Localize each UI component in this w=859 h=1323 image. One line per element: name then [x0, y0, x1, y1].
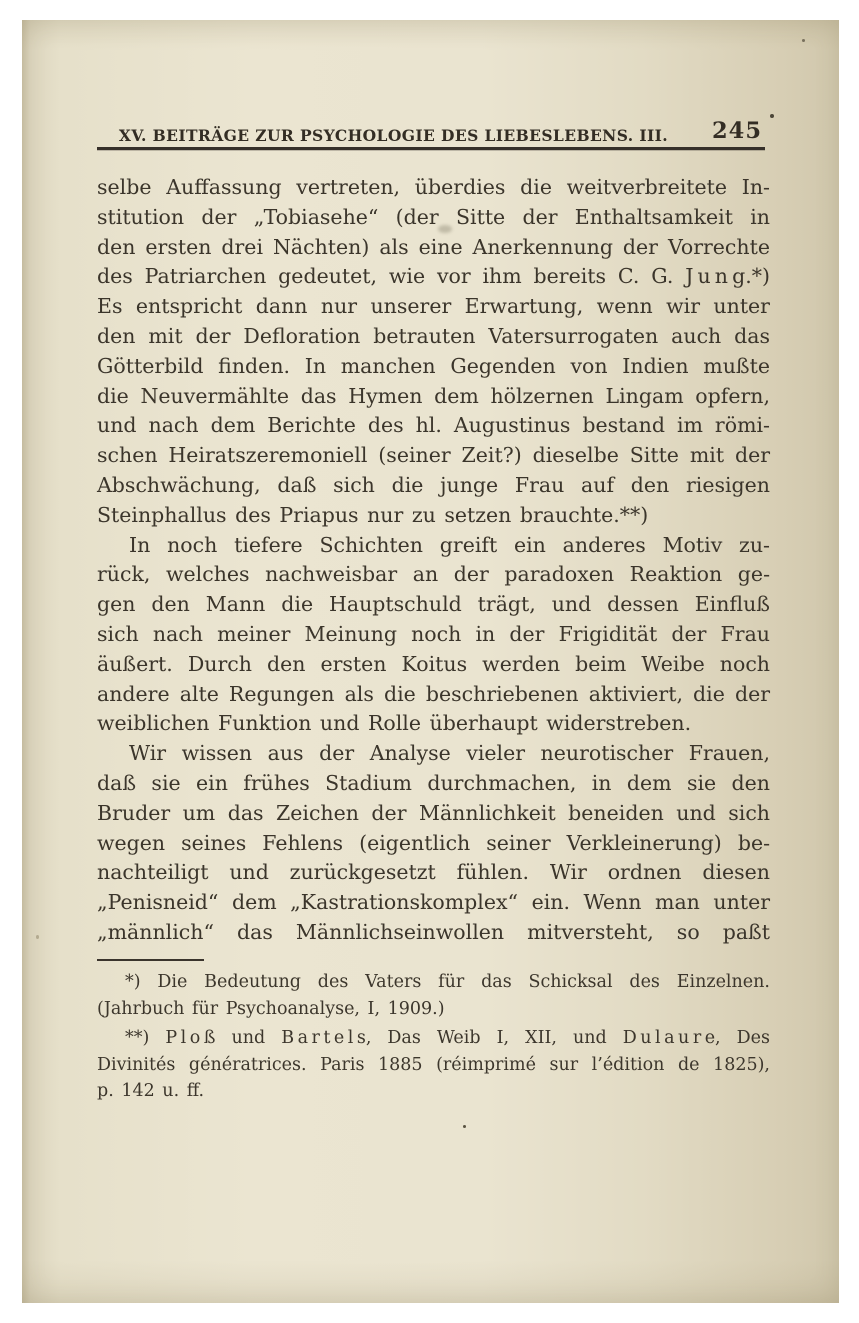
- footnote-line: **) P l o ß und B a r t e l s, Das Weib I, XII, und D u l a u r e, Des: [125, 1028, 770, 1048]
- footnote-2: [97, 1025, 770, 1105]
- text-line: Steinphallus des Priapus nur zu setzen brauchte.**): [97, 502, 649, 527]
- footnotes: [97, 969, 770, 1105]
- text-line: weiblichen Funktion und Rolle überhaupt widerstreben.: [97, 711, 692, 736]
- text-line: daß sie ein frühes Stadium durchmachen, in dem sie den: [97, 770, 770, 795]
- text-line: die Neuvermählte das Hymen dem hölzernen Lingam opfern,: [97, 383, 770, 408]
- ink-speck: [802, 39, 805, 42]
- footnote-line: p. 142 u. ff.: [97, 1081, 205, 1101]
- text-line: nachteiligt und zurückgesetzt fühlen. Wir ordnen diesen: [97, 860, 770, 885]
- text-line: sich nach meiner Meinung noch in der Frigidität der Frau: [97, 621, 770, 646]
- text-line: äußert. Durch den ersten Koitus werden beim Weibe noch: [97, 651, 770, 676]
- body-text: [97, 173, 770, 948]
- text-line: „männlich“ das Männlichseinwollen mitversteht, so paßt: [97, 919, 770, 944]
- page-number: 245: [712, 118, 762, 144]
- ink-speck: [36, 935, 39, 939]
- text-line: gen den Mann die Hauptschuld trägt, und dessen Einfluß: [97, 592, 770, 617]
- text-line: Es entspricht dann nur unserer Erwartung, wenn wir unter: [97, 294, 770, 319]
- text-line: und nach dem Berichte des hl. Augustinus bestand im römi-: [97, 413, 770, 438]
- paragraph-1: [97, 173, 770, 531]
- footnote-line: *) Die Bedeutung des Vaters für das Schicksal des Einzelnen.: [125, 972, 770, 992]
- running-header-title: XV. BEITRÄGE ZUR PSYCHOLOGIE DES LIEBESLEBENS. III.: [118, 126, 669, 145]
- footnote-1: [97, 969, 770, 1022]
- book-page: [22, 20, 839, 1303]
- text-line: selbe Auffassung vertreten, überdies die weitverbreitete In-: [97, 175, 770, 199]
- text-line: schen Heiratszeremoniell (seiner Zeit?) dieselbe Sitte mit der: [97, 443, 770, 468]
- text-line: In noch tiefere Schichten greift ein anderes Motiv zu-: [129, 532, 770, 557]
- text-line: Abschwächung, daß sich die junge Frau auf den riesigen: [97, 472, 770, 497]
- text-line: den mit der Defloration betrauten Vatersurrogaten auch das: [97, 323, 770, 348]
- footnote-line: (Jahrbuch für Psychoanalyse, I, 1909.): [97, 998, 445, 1019]
- ink-speck: [770, 114, 774, 118]
- paragraph-2: [97, 531, 770, 740]
- text-line: des Patriarchen gedeutet, wie vor ihm bereits C. G. J u n g.*): [97, 264, 770, 289]
- text-line: andere alte Regungen als die beschriebenen aktiviert, die der: [97, 681, 770, 706]
- text-line: Bruder um das Zeichen der Männlichkeit beneiden und sich: [97, 800, 770, 825]
- text-line: den ersten drei Nächten) als eine Anerkennung der Vorrechte: [97, 234, 770, 259]
- header-rule: [97, 147, 765, 150]
- footnote-line: Divinités génératrices. Paris 1885 (réimprimé sur l’édition de 1825),: [97, 1054, 770, 1075]
- text-line: „Penisneid“ dem „Kastrationskomplex“ ein. Wenn man unter: [97, 890, 770, 915]
- text-line: wegen seines Fehlens (eigentlich seiner Verkleinerung) be-: [97, 830, 770, 855]
- text-line: stitution der „Tobiasehe“ (der Sitte der Enthaltsamkeit in: [97, 204, 770, 229]
- running-header: [97, 120, 770, 148]
- footnote-separator: [97, 959, 204, 961]
- ink-speck: [463, 1125, 466, 1128]
- paragraph-3: [97, 739, 770, 948]
- text-line: Wir wissen aus der Analyse vieler neurotischer Frauen,: [129, 741, 770, 766]
- print-smudge: [438, 225, 452, 233]
- text-line: Götterbild finden. In manchen Gegenden von Indien mußte: [97, 353, 770, 378]
- text-line: rück, welches nachweisbar an der paradoxen Reaktion ge-: [97, 562, 770, 587]
